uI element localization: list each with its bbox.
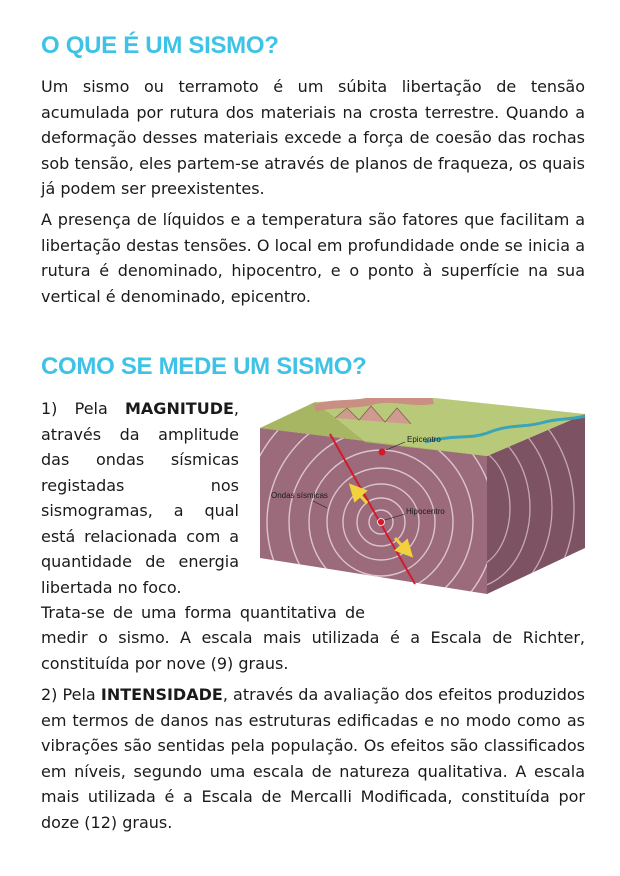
magnitude-keyword: MAGNITUDE: [125, 399, 234, 418]
earthquake-block-diagram: [255, 398, 590, 598]
hipocentro-label: Hipocentro: [406, 507, 445, 516]
intensity-text: [41, 682, 585, 835]
magnitude-continuation-line: Trata-se de uma forma quantitativa de: [41, 603, 365, 622]
magnitude-tail: medir o sismo. A escala mais utilizada é a Escala de Richter, constituída por nove (9) graus.: [41, 628, 585, 673]
section-title-what-is: O QUE É UM SISMO?: [41, 32, 279, 59]
epicentro-marker: [379, 449, 386, 456]
intensity-prefix: 2) Pela: [41, 685, 101, 704]
hipocentro-marker: [378, 519, 385, 526]
paragraph-factors: A presença de líquidos e a temperatura são fatores que facilitam a libertação destas tensões. O local em profundidade onde se inicia a rutura é denominado, hipocentro, e o ponto à superfície na sua vertical é denominado, epicentro.: [41, 210, 585, 306]
magnitude-text: [41, 396, 239, 600]
intensity-keyword: INTENSIDADE: [100, 685, 223, 704]
epicentro-label: Epicentro: [407, 435, 441, 444]
magnitude-prefix: 1) Pela: [41, 399, 125, 418]
intensity-description: , através da avaliação dos efeitos produzidos em termos de danos nas estruturas edificadas e no modo como as vibrações são sentidas pela população. Os efeitos são classificados em níveis, segundo uma escala de natureza qualitativa. A escala mais utilizada é a Escala de Mercalli Modificada, constituída por doze (12) graus.: [41, 685, 586, 832]
ondas-sismicas-label: Ondas sísmicas: [271, 491, 328, 500]
magnitude-description: , através da amplitude das ondas sísmicas registadas nos sismogramas, a qual está relacionada com a quantidade de energia libertada no foco.: [41, 399, 239, 597]
section-title-how-measured: COMO SE MEDE UM SISMO?: [41, 353, 367, 380]
paragraph-definition: Um sismo ou terramoto é um súbita libertação de tensão acumulada por rutura dos materiais na crosta terrestre. Quando a deformação desses materiais excede a força de coesão das rochas sob tensão, eles partem-se através de planos de fraqueza, os quais já podem ser preexistentes.: [41, 77, 585, 198]
